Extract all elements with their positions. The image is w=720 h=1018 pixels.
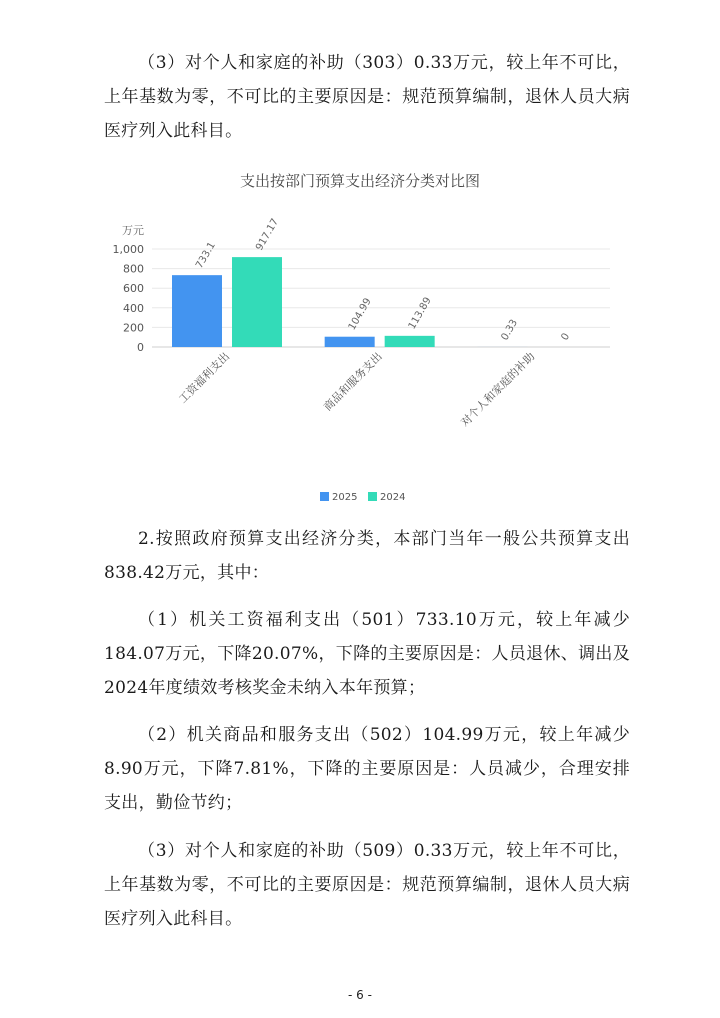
y-tick-label: 1,000: [112, 243, 144, 256]
data-label: 0.33: [499, 317, 521, 343]
y-tick-label: 600: [123, 282, 144, 296]
paragraph-goods-services-502: （2）机关商品和服务支出（502）104.99万元，较上年减少8.90万元，下降7.81%，下降的主要原因是：人员减少，合理安排支出，勤俭节约；: [104, 725, 630, 813]
bar-chart: [0, 196, 720, 516]
chart-legend: [320, 492, 405, 503]
x-category-label: 商品和服务支出: [321, 349, 385, 414]
bar-2024-0: [232, 257, 282, 347]
legend-swatch-2024: [368, 492, 377, 501]
chart-title: 支出按部门预算支出经济分类对比图: [239, 172, 480, 190]
paragraph-salary-welfare-501: （1）机关工资福利支出（501）733.10万元，较上年减少184.07万元，下降20.07%，下降的主要原因是：人员退休、调出及2024年度绩效考核奖金未纳入本年预算；: [104, 610, 630, 698]
chart-bars: [172, 257, 527, 347]
paragraph-economic-classification: 2.按照政府预算支出经济分类，本部门当年一般公共预算支出838.42万元，其中：: [104, 529, 630, 583]
legend-label-2024: 2024: [380, 492, 406, 503]
page-number: - 6 -: [348, 988, 372, 1002]
data-label: 917.17: [254, 216, 282, 253]
data-label: 104.99: [346, 296, 374, 333]
y-tick-label: 0: [137, 341, 144, 354]
bar-2024-1: [385, 336, 435, 347]
data-label: 113.89: [406, 295, 434, 332]
data-label: 733.1: [194, 240, 218, 271]
legend-swatch-2025: [320, 492, 329, 501]
bar-2025-0: [172, 275, 222, 347]
bar-2025-1: [325, 337, 375, 347]
legend-label-2025: 2025: [332, 492, 358, 503]
x-category-label: 工资福利支出: [176, 349, 233, 406]
y-tick-label: 800: [123, 262, 144, 276]
paragraph-personal-subsidy-509: （3）对个人和家庭的补助（509）0.33万元，较上年不可比，上年基数为零，不可比的主要原因是：规范预算编制，退休人员大病医疗列入此科目。: [104, 841, 630, 929]
y-axis-unit-label: 万元: [122, 224, 144, 237]
x-category-label: 对个人和家庭的补助: [458, 349, 538, 430]
y-tick-label: 400: [123, 301, 144, 315]
data-label: 0: [559, 331, 573, 343]
paragraph-personal-subsidy-303: （3）对个人和家庭的补助（303）0.33万元，较上年不可比，上年基数为零，不可比的主要原因是：规范预算编制，退休人员大病医疗列入此科目。: [104, 53, 630, 141]
y-tick-label: 200: [123, 321, 144, 335]
